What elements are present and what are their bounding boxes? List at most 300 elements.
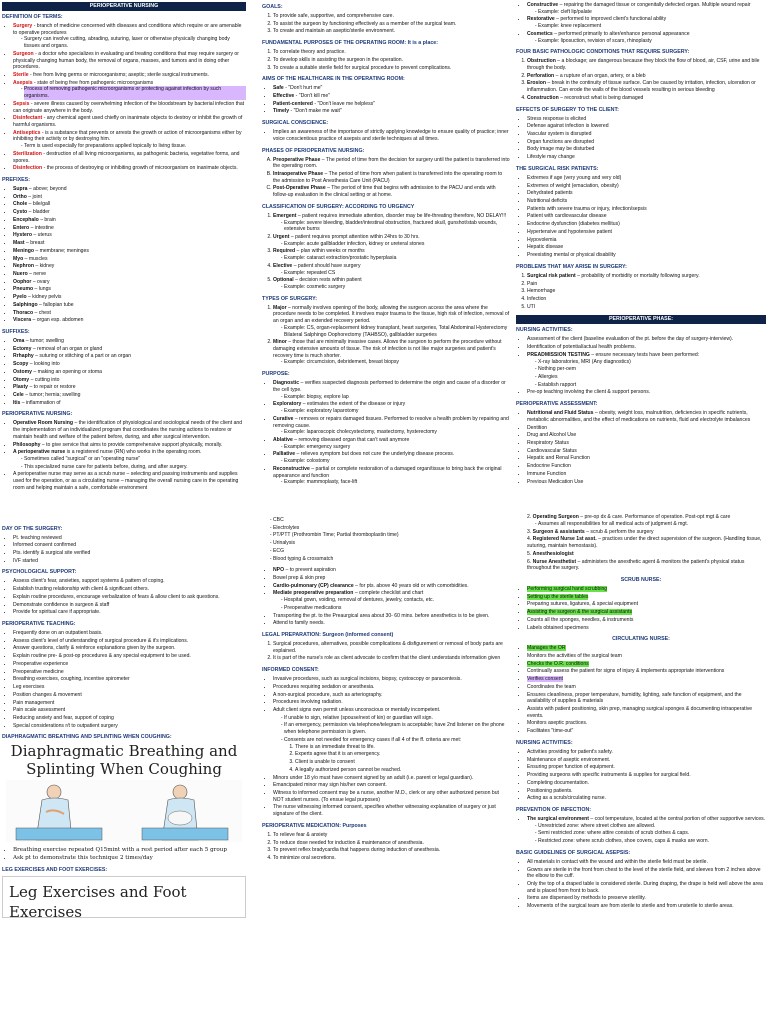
term: Post-Operative Phase <box>273 185 326 192</box>
assessment-item: • Previous Medication Use <box>527 479 766 486</box>
perioperative-teaching-list <box>2 630 246 729</box>
prefix-item <box>13 194 246 201</box>
circulating-nurse-list <box>516 645 766 735</box>
sub-item: - Example: acute gallbladder infection, kidney or ureteral stones <box>284 241 510 248</box>
prefix-item <box>13 317 246 324</box>
suffix-item <box>13 369 246 376</box>
description: – patient should have surgery <box>293 262 361 269</box>
definition-text: - state of being free from pathogenic microorganisms <box>33 79 154 86</box>
duty-text: Monitors the activities of the surgical team <box>527 653 622 660</box>
suffixes-list <box>2 338 246 406</box>
assessment-item <box>527 410 766 423</box>
description: Bowel prep & skin prep <box>273 575 326 581</box>
day-item: • Informed consent confirmed <box>13 542 246 549</box>
fundamental-purposes-heading: FUNDAMENTAL PURPOSES OF THE OPERATING ROOM: It is a place: <box>262 40 438 47</box>
team-role: Operating Surgeon <box>532 514 579 521</box>
circulating-nurse-heading: CIRCULATING NURSE: <box>612 636 670 643</box>
term: Erosion <box>527 80 546 87</box>
suffix-item <box>13 377 246 384</box>
preadmission-label: PREADMISSION TESTING <box>527 351 590 358</box>
description: – removing diseased organ that can't wait anymore <box>294 436 410 443</box>
purpose-item <box>273 437 510 450</box>
teaching-item: • Leg exercises <box>13 684 246 691</box>
prefix-item <box>13 240 246 247</box>
psychological-support-item: • Establish trusting relationship with client & significant others. <box>13 586 246 593</box>
lab-item: - PT/PTT (Prothrombin Time; Partial thromboplastin time) <box>273 532 510 539</box>
perioperative-nursing-item <box>13 442 246 449</box>
basic-guidelines-list <box>516 859 766 910</box>
affix: Supra <box>13 186 28 193</box>
affix-meaning: – intestine <box>30 224 54 231</box>
duty-text: Verifies consent <box>527 676 563 683</box>
perioperative-assessment-heading: PERIOPERATIVE ASSESSMENT: <box>516 401 598 408</box>
risk-item: • Endocrine dysfunction (diabetes mellitus) <box>527 221 766 228</box>
goal-item: 3. To create and maintain an aseptic/sterile environment. <box>273 28 510 35</box>
surgical-team-item <box>527 536 766 549</box>
problem-item <box>527 281 766 288</box>
description: Pain <box>527 280 538 287</box>
perioperative-nursing-list <box>2 420 246 491</box>
problem-item <box>527 273 766 280</box>
suffix-item <box>13 384 246 391</box>
consent-sub-item <box>284 715 510 722</box>
four-conditions-list <box>516 58 766 101</box>
activity-item: • Pre-op teaching involving the client & support persons. <box>527 389 766 396</box>
prefix-item <box>13 248 246 255</box>
description: – performed to improved client's functional ability <box>556 16 667 23</box>
sub-item: - Allergies <box>538 374 766 381</box>
definition-sub: - Surgery can involve cutting, abrading, suturing, laser or otherwise physically changing body tissues and organs. <box>24 36 246 49</box>
definition-item <box>13 23 246 50</box>
definition-sub: - Process of removing pathogenic microorganisms or protecting against infection by such organisms. <box>24 86 246 99</box>
prevention-text: – cool temperature, located at the central portion of other supportive services. <box>590 815 766 822</box>
example-list <box>273 284 510 291</box>
purpose-item <box>273 401 510 414</box>
pathologic-condition-item <box>527 80 766 93</box>
affix-meaning: – brain <box>40 216 56 223</box>
criteria-item: 1. There is an immediate threat to life. <box>295 744 510 751</box>
affix: Hystero <box>13 232 32 239</box>
definitions-list <box>2 23 246 172</box>
fundamental-item: 3. To create a suitable sterile field for surgical procedure to prevent complications. <box>273 65 510 72</box>
term: Intraoperative Phase <box>273 170 324 177</box>
prefix-item <box>13 279 246 286</box>
sub-item: - Example: severe bleeding, bladder/intestinal obstruction, fractured skull, gunshot/stab wounds, extensive burns <box>284 220 510 233</box>
aims-list <box>262 85 510 115</box>
pn-sub-list <box>13 456 246 470</box>
definition-term: Disinfection <box>13 165 43 172</box>
duty-text: Checks the O.R. conditions <box>527 660 589 667</box>
prefix-item <box>13 263 246 270</box>
nursing-activities-list <box>516 336 766 396</box>
definition-item <box>13 80 246 100</box>
fundamental-purposes-list <box>262 49 510 71</box>
definition-item <box>13 51 246 71</box>
affix: Ostomy <box>13 368 32 375</box>
definition-text: - free from living germs or microorganisms; aseptic; sterile surgical instruments. <box>30 72 209 78</box>
leg-exercises-figure <box>2 876 246 922</box>
scrub-duty <box>527 601 766 608</box>
effect-item: • Defense against infection is lowered <box>527 123 766 130</box>
affix-meaning: – tumor; hernia; swelling <box>25 392 81 398</box>
psychological-support-item: • Provide for spiritual care if appropriate. <box>13 609 246 616</box>
example-list <box>273 479 510 486</box>
affix-meaning: – tumor; swelling <box>25 337 64 344</box>
circulating-duty <box>527 684 766 691</box>
preadmission-sub-list <box>527 359 766 389</box>
lab-item: - ECG <box>273 548 510 555</box>
consent-item: • Minors under 18 y/o must have consent signed by an adult (i.e. parent or legal guardian). <box>273 775 510 782</box>
description: Infection <box>527 295 547 302</box>
description: – normally involves opening of the body, allowing the surgeon access the area where the procedure needs to be completed. It involves major trauma to the tissue, high risk of infection, removal of an organ and an extended recovery period. <box>273 304 510 325</box>
sub-item: - Example: repeated CS <box>284 270 510 277</box>
consent-item: • A non-surgical procedure, such as arteriography. <box>273 692 510 699</box>
teaching-item: • Position changes & movement <box>13 692 246 699</box>
prefix-item <box>13 225 246 232</box>
diaphragmatic-figure-title: Diaphragmatic Breathing and Splinting When Coughing <box>10 742 238 778</box>
definition-item <box>13 72 246 79</box>
column-left <box>2 2 246 922</box>
risk-item: • Extremes of weight (emaciation, obesity) <box>527 183 766 190</box>
assessment-item: • Respiratory Status <box>527 440 766 447</box>
definition-heading: DEFINITION OF TERMS: <box>2 13 63 20</box>
duty-text: Counts all the sponges, needles, & instruments <box>527 616 634 623</box>
definition-term: Sterile <box>13 72 29 78</box>
criteria-item: 4. A legally authorized person cannot be reached. <box>295 767 510 774</box>
description: – reconstruct what is being damaged <box>560 94 644 101</box>
description: UTI <box>527 303 536 310</box>
sub-item: - Preoperative medications <box>284 605 510 612</box>
team-role: Surgeon & assistants <box>532 528 585 535</box>
perioperative-assessment-list <box>516 410 766 485</box>
duty-text: Coordinates the team <box>527 683 576 690</box>
criteria-item: 3. Client is unable to consent <box>295 759 510 766</box>
surgical-team-item <box>527 514 766 527</box>
phase-item <box>273 185 510 198</box>
consent-item: • Procedures involving radiation. <box>273 699 510 706</box>
affix-meaning: – kidney pelvis <box>28 294 62 301</box>
preparation-item <box>273 613 510 620</box>
prefix-item <box>13 302 246 309</box>
affix: Nephron <box>13 263 34 270</box>
affix-meaning: – uterus <box>33 232 52 239</box>
leg-figure-title: Leg Exercises and Foot Exercises <box>9 883 187 922</box>
sub-item: - Example: liposuction, revision of scars, rhinoplasty <box>538 38 766 45</box>
phases-list <box>262 157 510 199</box>
nursing-activities-2-heading: NURSING ACTIVITIES: <box>516 739 573 746</box>
affix-meaning: – breast <box>26 240 45 247</box>
surgical-team-item <box>527 529 766 536</box>
sub-item: - Semi restricted zone: where attire consists of scrub clothes & caps. <box>538 830 766 837</box>
sub-item: - Example: cataract extraction/prostatic hyperplasia <box>284 255 510 262</box>
description: – partial or complete restoration of a damaged organ/tissue to bring back the original appearance and function <box>273 465 502 479</box>
scrub-duty <box>527 586 766 593</box>
consent-item: • Invasive procedures, such as surgical incisions, biopsy, cystoscopy or paracentesis. <box>273 676 510 683</box>
definition-term: Surgeon <box>13 50 34 57</box>
duty-text: Assisting the surgeon & the surgical assistants <box>527 609 633 616</box>
affix-meaning: – to repair or restore <box>29 384 76 391</box>
nursing-activity-item: • Ensuring proper function of equipment. <box>527 764 766 771</box>
term: Construction <box>527 94 559 101</box>
day-of-surgery-heading: DAY OF THE SURGERY: <box>2 525 63 532</box>
nursing-activity-item: • Positioning patients. <box>527 788 766 795</box>
sub-item: - Example: biopsy, explore lap <box>284 394 510 401</box>
affix: Oophor <box>13 278 32 285</box>
prevention-list <box>516 816 766 845</box>
example-list <box>527 9 766 16</box>
psychological-support-item: • Explain routine procedures, encourage verbalization of fears & allow client to ask questions. <box>13 594 246 601</box>
assessment-text: – obesity, weight loss, malnutrition, deficiencies in specific nutrients, metabolic abnormalities, and the effect of medications on nutrients, fluid and electrolyte imbalances <box>527 410 751 423</box>
psychological-support-list <box>2 578 246 616</box>
circulating-duty <box>527 728 766 735</box>
scrub-nurse-list <box>516 586 766 631</box>
guideline-item: • Movements of the surgical team are from sterile to sterile and from unsterile to sterile areas. <box>527 903 766 910</box>
goals-heading: GOALS: <box>262 4 283 10</box>
purpose-item <box>273 466 510 486</box>
perioperative-nursing-item <box>13 471 246 491</box>
purpose-list <box>262 380 510 486</box>
team-number: 3. <box>527 528 532 535</box>
zone-list <box>527 823 766 845</box>
fundamental-item: 1. To correlate theory and practice. <box>273 49 510 56</box>
term: Required <box>273 248 296 255</box>
definition-text: - a doctor who specializes in evaluating and treating conditions that may require surgery or physically changing human body, the removal of organs, masses, and tumors and in doing other procedures. <box>13 50 239 71</box>
definition-term: Surgery <box>13 22 33 29</box>
term: Mediate preoperative preparation <box>273 590 354 597</box>
teaching-item: • Breathing exercises, coughing, incentive spirometer <box>13 676 246 683</box>
term: Cardio-pulmonary (CP) clearance <box>273 582 354 589</box>
affix: Salphingo <box>13 301 38 308</box>
problem-item <box>527 296 766 303</box>
teaching-item: • Pain management <box>13 700 246 707</box>
affix: Itis <box>13 399 21 406</box>
problem-item <box>527 304 766 311</box>
description: – for pts. above 40 years old or with comorbidities. <box>355 582 469 589</box>
suffix-item <box>13 400 246 407</box>
assessment-item: • Drug and Alcohol Use <box>527 432 766 439</box>
suffix-item <box>13 353 246 360</box>
definition-text: - any chemical agent used chiefly on inanimate objects to destroy or inhibit the growth of harmful organisms. <box>13 115 243 129</box>
guideline-item: • Items are dispensed by methods to preserve sterility. <box>527 895 766 902</box>
example-list <box>273 408 510 415</box>
affix-meaning: – removal of an organ or gland <box>32 345 103 352</box>
conscience-item: • Implies an awareness of the importance of strictly applying knowledge to ensure quality of practice; inner voice conscientious practice of asepsis and sterile techniques at all times. <box>273 129 510 142</box>
assessment-item: • Hepatic and Renal Function <box>527 455 766 462</box>
pn-term: Philosophy <box>13 441 41 448</box>
affix: Pyelo <box>13 294 27 301</box>
team-number: 6. <box>527 558 532 565</box>
definition-term: Disinfectant <box>13 115 43 122</box>
term: Restorative <box>527 16 555 23</box>
sub-item: - Sometimes called "surgical" or an "operating nurse" <box>24 456 246 463</box>
affix: Nuero <box>13 270 28 277</box>
suffix-item <box>13 392 246 399</box>
sub-item: - Restricted zone: where scrub clothes, shoe covers, caps & masks are worn. <box>538 838 766 845</box>
types-heading: TYPES OF SURGERY: <box>262 295 318 302</box>
definition-item <box>13 115 246 128</box>
term: Safe <box>273 85 284 92</box>
term: Exploratory <box>273 401 302 408</box>
classification-item <box>273 248 510 261</box>
types-list <box>262 305 510 366</box>
sub-item: - Example: exploratory laparotomy <box>284 408 510 415</box>
suffix-item <box>13 338 246 345</box>
teaching-item: • Frequently done on an outpatient basis. <box>13 630 246 637</box>
effect-item: • Organ functions are disrupted <box>527 139 766 146</box>
page-title: PERIOPERATIVE NURSING <box>2 2 246 11</box>
duty-text: Monitors aseptic practices. <box>527 720 588 727</box>
description: - "Don't kill me" <box>295 92 330 99</box>
definition-term: Asepsis <box>13 79 33 86</box>
assessment-item: • Dentition <box>527 425 766 432</box>
diaphragmatic-bullets <box>2 847 246 863</box>
scrub-duty <box>527 594 766 601</box>
sub-item: - Unrestricted zone: where street clothes are allowed. <box>538 823 766 830</box>
nursing-activity-item: • Maintenance of aseptic environment. <box>527 757 766 764</box>
activity-item: • Assessment of the client (baseline evaluation of the pt. before the day of surgery-interview). <box>527 336 766 343</box>
affix: Ectomy <box>13 345 32 352</box>
definition-text: - severe illness caused by overwhelming infection of the bloodstream by bacterial infection that can originate anywhere in the body. <box>13 100 245 114</box>
risk-item: • Hypovolemia <box>527 237 766 244</box>
affix-meaning: – making an opening or stoma <box>33 368 102 375</box>
affix-meaning: – chest <box>34 309 51 316</box>
lab-tests-list <box>262 517 510 562</box>
example-list <box>273 241 510 248</box>
example-list <box>273 458 510 465</box>
prefix-item <box>13 217 246 224</box>
scrub-duty <box>527 609 766 616</box>
medication-purpose: 2. To reduce dose needed for induction & maintenance of anesthesia. <box>273 840 510 847</box>
duty-text: Labels obtained specimens <box>527 624 589 631</box>
problems-heading: PROBLEMS THAT MAY ARISE IN SURGERY: <box>516 263 627 270</box>
legal-item: 1. Surgical procedures, alternatives, possible complications & disfigurement or removal of body parts are explained. <box>273 641 510 654</box>
sub-item: - This specialized nurse care for patients before, during, and after surgery. <box>24 464 246 471</box>
example-list <box>273 429 510 436</box>
term: Curative <box>273 415 294 422</box>
classification-item <box>273 213 510 233</box>
effect-item: • Vascular system is disrupted <box>527 131 766 138</box>
team-role: Nurse Anesthetist <box>532 558 577 565</box>
risk-item: • Hypertensive and hypotensive patient <box>527 229 766 236</box>
perioperative-nursing-item <box>13 449 246 470</box>
suffix-item <box>13 346 246 353</box>
aim-item <box>273 101 510 108</box>
description: – verifies suspected diagnosis performed to determine the origin and cause of a disorder or the cell type. <box>273 380 506 393</box>
affix: Entero <box>13 224 30 231</box>
prefix-item <box>13 310 246 317</box>
consent-sub-text: If an emergency, permission via telephone/telegram is acceptable; have 2nd listener on the phone when telephone permission is given. <box>284 722 505 736</box>
affix-meaning: – joint <box>28 193 42 200</box>
activity-item <box>527 352 766 389</box>
prefix-item <box>13 294 246 301</box>
guideline-item: • All materials in contact with the wound and within the sterile field must be sterile. <box>527 859 766 866</box>
description: – break in the continuity of tissue surface. Can be caused by irritation, infection, ulceration or inflammation. Can erode the walls of the blood vessels resulting in serious bleeding <box>527 80 756 94</box>
prefix-item <box>13 286 246 293</box>
description: - "Don't hurt me" <box>285 85 323 92</box>
term: Palliative <box>273 451 296 458</box>
legal-preparation-list <box>262 641 510 662</box>
consent-item: • Witness to informed consent may be a nurse, another M.D., clerk or any other authorized person but NOT student nurses. (To ensue legal purposes) <box>273 790 510 803</box>
affix-meaning: – lungs <box>34 286 51 293</box>
teaching-item: • Special considerations r/t to outpatient surgery <box>13 723 246 730</box>
description: - "Don't make me wait" <box>290 108 342 115</box>
teaching-item: • Preoperative medicine <box>13 669 246 676</box>
preparation-item <box>273 583 510 590</box>
circulating-duty <box>527 720 766 727</box>
affix-meaning: – nerve <box>29 270 47 277</box>
consent-item: • Emancipated minor may sign his/her own consent. <box>273 782 510 789</box>
psychological-support-heading: PSYCHOLOGICAL SUPPORT: <box>2 569 77 576</box>
preparation-list <box>262 567 510 627</box>
affix: Cysto <box>13 209 28 216</box>
goals-list <box>262 13 510 35</box>
description: Hemorrhage <box>527 288 556 295</box>
term: Timely <box>273 108 290 115</box>
definition-item <box>13 101 246 114</box>
duty-text: Setting up the sterile tables <box>527 593 589 600</box>
consent-sub-list <box>273 715 510 774</box>
team-sub-list <box>527 521 766 528</box>
pn-term: Operative Room Nursing <box>13 420 74 427</box>
leg-exercises-heading: LEG EXERCISES AND FOOT EXERCISES: <box>2 867 108 874</box>
duty-text: Preparing sutures, ligatures, & special equipment <box>527 601 638 608</box>
pathologic-condition-item <box>527 58 766 71</box>
type-item <box>273 339 510 366</box>
duty-text: Facilitates "time-out" <box>527 728 574 735</box>
preparation-item <box>273 590 510 611</box>
prevention-heading: PREVENTION OF INFECTION: <box>516 806 592 813</box>
term: Constructive <box>527 2 559 8</box>
description: – probability of morbidity or mortality following surgery. <box>577 272 700 279</box>
definition-sub-list <box>13 143 246 150</box>
consent-sub-text: If unable to sign, relative (spouse/next of kin) or guardian will sign. <box>284 714 433 721</box>
surgical-team-item <box>527 559 766 572</box>
pathologic-condition-item <box>527 95 766 102</box>
affix-meaning: – above; beyond <box>28 186 67 193</box>
surgery-purpose-continued-list <box>516 2 766 44</box>
effects-list <box>516 116 766 161</box>
prefix-item <box>13 232 246 239</box>
team-desc: – scrub & perform the surgery <box>586 528 654 535</box>
prefix-item <box>13 271 246 278</box>
scrub-duty <box>527 617 766 624</box>
team-role: Registered Nurse 1st asst. <box>532 536 597 543</box>
example-list <box>273 255 510 262</box>
perioperative-nursing-heading: PERIOPERATIVE NURSING: <box>2 411 73 418</box>
term: Reconstructive <box>273 465 310 472</box>
affix: Meningo <box>13 247 34 254</box>
teaching-item: • Explain routine pre- & post-op procedures & any special equipment to be used. <box>13 653 246 660</box>
purpose-item <box>273 451 510 464</box>
affix-meaning: – bile/gall <box>28 201 51 208</box>
term: Effective <box>273 92 295 99</box>
affix-meaning: – cutting into <box>30 376 60 383</box>
definition-term: Sterilization <box>13 150 42 157</box>
risk-item: • Patient with cardiovascular disease <box>527 213 766 220</box>
definition-text: - is a substance that prevents or arrests the growth or action of microorganisms either by inhibiting their activity or by destroying him. <box>13 129 242 143</box>
sub-item: - Example: knee replacement <box>538 23 766 30</box>
diaphragmatic-breathing-figure <box>2 743 246 862</box>
circulating-duty <box>527 668 766 675</box>
risk-item: • Patients with severe trauma or injury, infection/sepsis <box>527 206 766 213</box>
consent-sub-item <box>284 722 510 735</box>
activity-item: • Identification of potential/actual health problems. <box>527 344 766 351</box>
definition-sub-list <box>13 86 246 99</box>
sub-item: - Example: colostomy <box>284 458 510 465</box>
definition-item <box>13 130 246 150</box>
risk-item: • Preexisting mental or physical disability <box>527 252 766 259</box>
affix-meaning: – organ esp. abdomen <box>32 317 84 324</box>
